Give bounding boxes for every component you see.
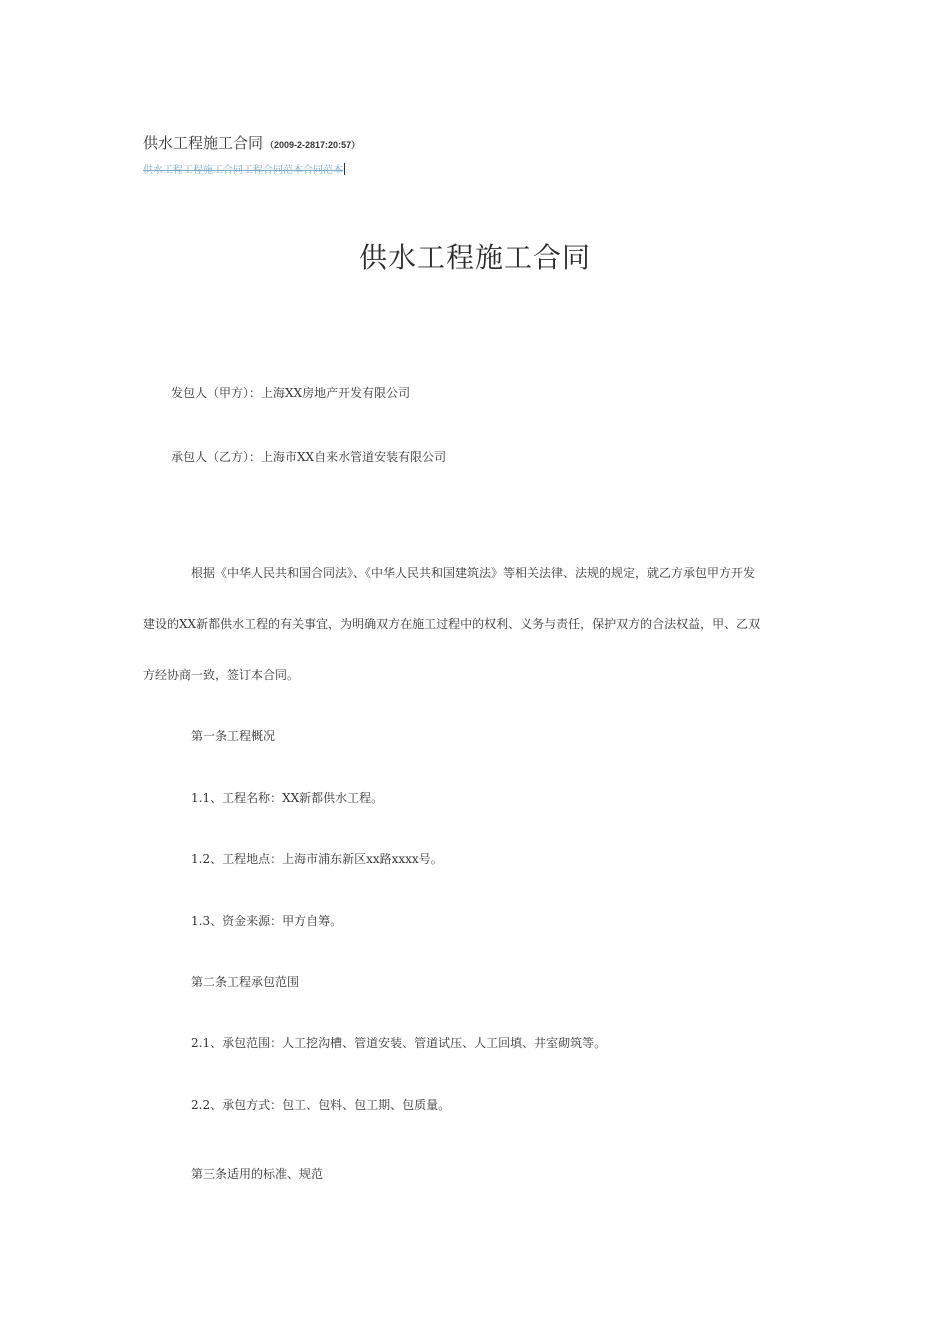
- article-1-heading: 第一条工程概况: [191, 729, 276, 743]
- article-2-heading: 第二条工程承包范围: [191, 975, 300, 989]
- article-2-item-1: 2.1、承包范围：人工挖沟槽、管道安装、管道试压、人工回填、井室砌筑等。: [191, 1036, 607, 1050]
- article-3-heading: 第三条适用的标准、规范: [191, 1167, 324, 1181]
- article-title: 供水工程施工合同: [143, 134, 264, 152]
- preamble-line-1: 根据《中华人民共和国合同法》、《中华人民共和国建筑法》等相关法律、法规的规定，就乙方承包甲方开发: [191, 566, 756, 580]
- article-1-item-3: 1.3、资金来源：甲方自筹。: [191, 914, 343, 928]
- tag-links[interactable]: 供水工程工程施工合同工程合同范本合同范本: [143, 165, 343, 176]
- article-1-item-1: 1.1、工程名称：XX新都供水工程。: [191, 791, 384, 805]
- document-title: 供水工程施工合同: [358, 241, 591, 274]
- party-b-line: 承包人（乙方）：上海市XX自来水管道安装有限公司: [171, 450, 447, 464]
- text-cursor: [344, 163, 345, 175]
- preamble-line-2: 建设的XX新都供水工程的有关事宜，为明确双方在施工过程中的权利、义务与责任，保护双方的合法权益，甲、乙双: [143, 617, 761, 631]
- preamble-line-3: 方经协商一致，签订本合同。: [143, 668, 300, 682]
- tag-line: [143, 161, 345, 176]
- publish-date: （2009-2-2817:20:57）: [265, 140, 361, 150]
- article-header: [143, 132, 360, 153]
- article-2-item-2: 2.2、承包方式：包工、包料、包工期、包质量。: [191, 1098, 451, 1112]
- article-1-item-2: 1.2、工程地点：上海市浦东新区xx路xxxx号。: [191, 852, 443, 866]
- party-a-line: 发包人（甲方）：上海XX房地产开发有限公司: [171, 386, 411, 400]
